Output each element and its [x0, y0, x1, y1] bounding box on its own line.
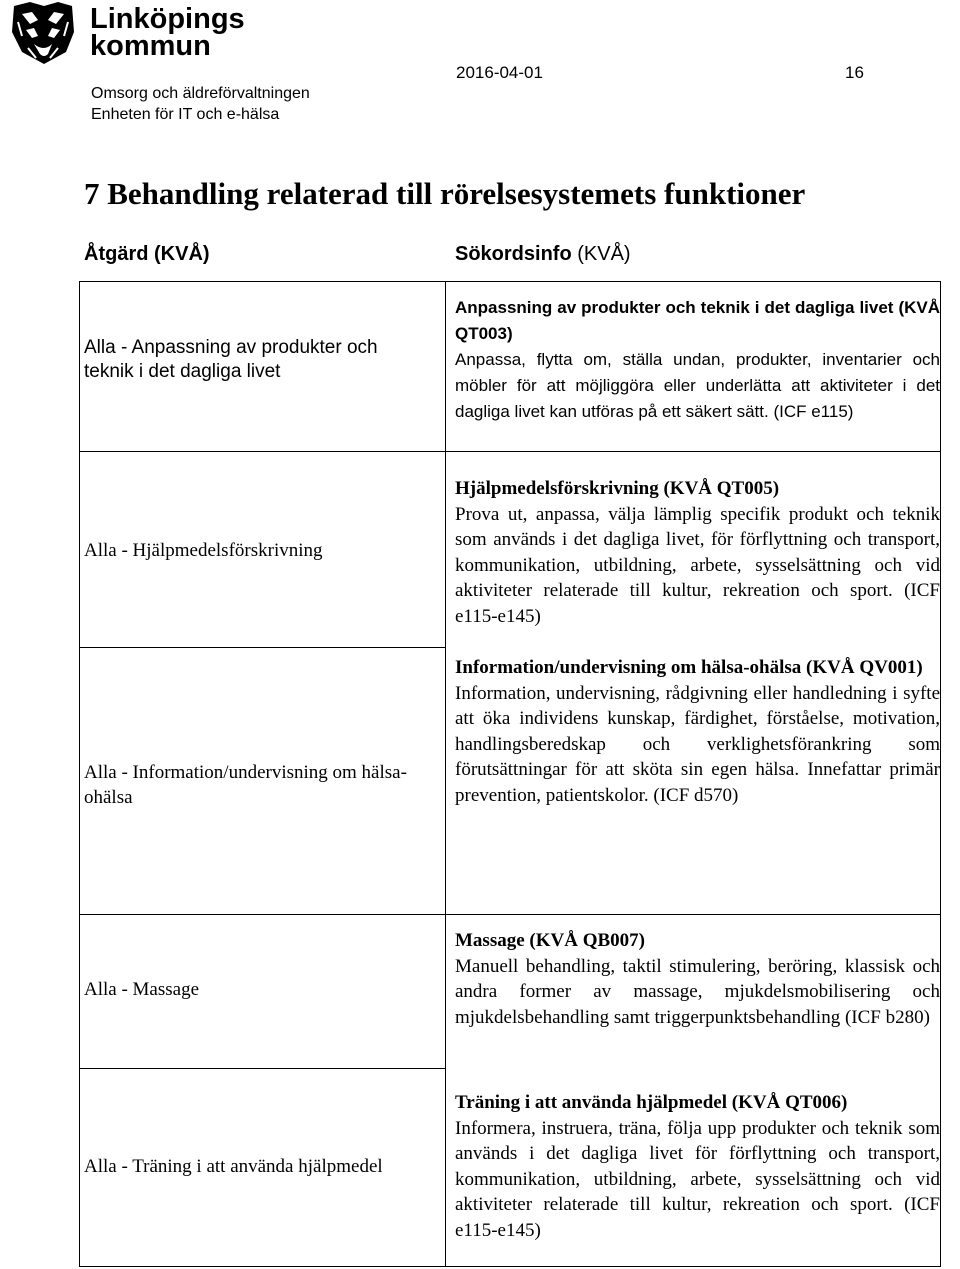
- table-row-action: Alla - Massage: [84, 979, 200, 1000]
- section-heading: 7 Behandling relaterad till rörelsesystemets funktioner: [84, 176, 806, 211]
- department-name: Omsorg och äldreförvaltningen: [91, 85, 310, 102]
- table-row-description: Hjälpmedelsförskrivning (KVÅ QT005) Prova ut, anpassa, välja lämplig specifik produkt och teknik som används i det dagliga livet, för förflyttning och transport, kommunikation, utbildning, arbete, sysselsättning och vid aktiviteter relaterade till kultur, rekreation och sport. (ICF e115-e145): [455, 478, 940, 627]
- document-date: 2016-04-01: [456, 63, 543, 82]
- table-border-top: [79, 281, 941, 282]
- table-border-bottom: [79, 1266, 941, 1267]
- table-row-divider: [79, 647, 446, 648]
- table-row-divider: [79, 451, 941, 452]
- table-row-action: Alla - Hjälpmedelsförskrivning: [84, 540, 323, 561]
- page-number: 16: [845, 63, 864, 82]
- table-row-action: Alla - Information/undervisning om hälsa-ohälsa: [84, 762, 407, 808]
- table-row-divider: [79, 1068, 446, 1069]
- table-row-action: Alla - Anpassning av produkter och teknik i det dagliga livet: [84, 337, 378, 382]
- table-row-description: Massage (KVÅ QB007) Manuell behandling, taktil stimulering, beröring, klassisk och andra former av massage, mjukdelsmobilisering och mjukdelsbehandling samt triggerpunktsbehandling (ICF b280): [455, 930, 940, 1028]
- unit-name: Enheten för IT och e-hälsa: [91, 106, 280, 123]
- table-row-description: Anpassning av produkter och teknik i det dagliga livet (KVÅ QT003) Anpassa, flytta om, ställa undan, produkter, inventarier och möbler för att möjliggöra eller underlätta att aktiviteter i det dagliga livet kan utföras på ett säkert sätt. (ICF e115): [455, 298, 940, 421]
- table-row-divider: [79, 914, 941, 915]
- column-header-search-info: Sökordsinfo (KVÅ): [455, 243, 631, 265]
- table-row-description: Träning i att använda hjälpmedel (KVÅ QT006) Informera, instruera, träna, följa upp produkter och teknik som används i det dagliga livet för förflyttning och transport, kommunikation, utbildning, arbete, sysselsättning och vid aktiviteter relaterade till kultur, rekreation och sport. (ICF e115-e145): [455, 1092, 940, 1241]
- table-border-right: [940, 281, 941, 1267]
- table-row-action: Alla - Träning i att använda hjälpmedel: [84, 1156, 383, 1177]
- table-column-divider: [445, 281, 446, 1267]
- table-border-left: [79, 281, 80, 1267]
- lion-logo: [8, 2, 78, 66]
- table-row-description: Information/undervisning om hälsa-ohälsa (KVÅ QV001) Information, undervisning, rådgivning eller handledning i syfte att öka individens kunskap, färdighet, förståelse, motivation, handlingsberedskap och verklighetsförankring som förutsättningar för att sköta sin egen hälsa. Innefattar primär prevention, patientskolor. (ICF d570): [455, 657, 940, 806]
- column-header-action: Åtgärd (KVÅ): [84, 243, 210, 265]
- organization-name: Linköpings kommun: [90, 3, 245, 62]
